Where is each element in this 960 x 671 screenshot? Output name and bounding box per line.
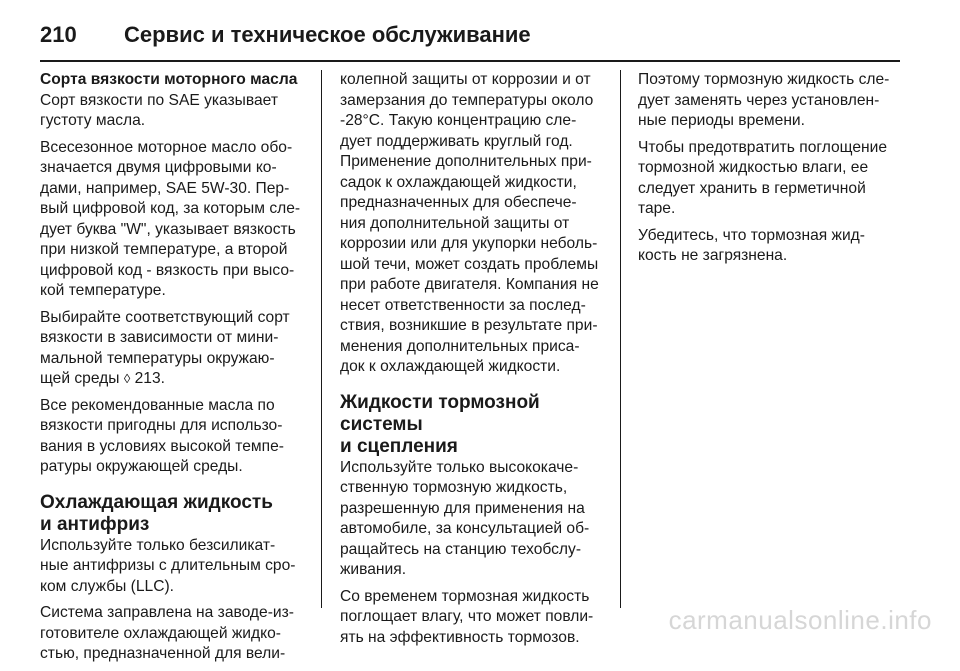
text-line: стью, предназначенной для вели- [40, 645, 286, 662]
text-line: ствия, возникшие в результате при- [340, 317, 598, 334]
text-line: вый цифровой код, за которым сле- [40, 200, 301, 217]
paragraph [638, 226, 900, 267]
text-line: вязкости пригодны для использо- [40, 417, 283, 434]
text-line: ять на эффективность тормозов. [340, 628, 580, 646]
text-line: ные антифризы с длительным сро- [40, 557, 296, 574]
text-line: тормозной жидкостью влаги, ее [638, 159, 869, 176]
text-line: ратуры окружающей среды. [40, 458, 243, 475]
text-line: Чтобы предотвратить поглощение [638, 138, 887, 156]
text-line: -28°C. Такую концентрацию сле- [340, 112, 577, 129]
text-line: готовителе охлаждающей жидко- [40, 624, 281, 642]
text-line: дует буква "W", указывает вязкость [40, 220, 296, 238]
text-line: док к охлаждающей жидкости. [340, 358, 561, 375]
paragraph [40, 396, 308, 478]
text-line: автомобиле, за консультацией об- [340, 520, 590, 537]
paragraph [340, 458, 602, 581]
page-reference-link[interactable]: 213. [134, 370, 165, 387]
text-line: Поэтому тормозную жидкость сле- [638, 71, 890, 88]
text-line: колепной защиты от коррозии и от [340, 71, 591, 88]
heading-coolant [40, 492, 308, 536]
text-line: живания. [340, 561, 407, 578]
text-line: следует хранить в герметичной [638, 179, 866, 197]
page-title: Сервис и техническое обслуживание [124, 22, 531, 47]
text-line: Используйте только высококаче- [340, 458, 579, 476]
text-line: ращайтесь на станцию техобслу- [340, 540, 582, 558]
text-line: густоту масла. [40, 112, 146, 129]
text-line: вязкости в зависимости от мини- [40, 329, 279, 346]
watermark: carmanualsonline.info [668, 605, 932, 635]
text-line: предназначенных для обеспече- [340, 194, 577, 211]
paragraph [40, 603, 308, 665]
text-line: разрешенную для применения на [340, 499, 585, 517]
text-line: Выбирайте соответствующий сорт [40, 308, 290, 326]
column-3 [638, 70, 900, 273]
paragraph [40, 308, 308, 390]
text-line: ком службы (LLC). [40, 577, 174, 595]
paragraph [638, 138, 900, 220]
heading-line: и антифриз [40, 513, 150, 535]
text-line: ные периоды времени. [638, 112, 805, 129]
text-line: Сорт вязкости по SAE указывает [40, 91, 278, 109]
page-number: 210 [40, 22, 77, 47]
paragraph [40, 138, 308, 302]
text-line: мальной температуры окружаю- [40, 349, 275, 367]
paragraph [340, 587, 602, 649]
heading-line: Жидкости тормозной системы [340, 391, 540, 435]
text-line: Применение дополнительных при- [340, 153, 592, 170]
text-line: цифровой код - вязкость при высо- [40, 261, 295, 279]
text-line: садок к охлаждающей жидкости, [340, 173, 577, 191]
paragraph [340, 70, 602, 378]
text-line: кой температуре. [40, 282, 166, 299]
page-ref-arrow-icon: ◊ [123, 371, 131, 386]
text-line: таре. [638, 200, 676, 217]
text-line: замерзания до температуры около [340, 91, 594, 109]
paragraph [638, 70, 900, 132]
heading-line: и сцепления [340, 435, 458, 457]
text-line: ния дополнительной защиты от [340, 214, 570, 232]
paragraph [40, 91, 308, 132]
text-line: кость не загрязнена. [638, 247, 788, 264]
column-divider-1 [321, 70, 322, 608]
paragraph [40, 536, 308, 598]
text-line: при работе двигателя. Компания не [340, 276, 599, 293]
text-line: Со временем тормозная жидкость [340, 587, 590, 605]
column-2 [340, 70, 602, 654]
text-line: шой течи, может создать проблемы [340, 255, 599, 273]
text-line: поглощает влагу, что может повли- [340, 608, 594, 625]
heading-brake-fluid [340, 392, 602, 458]
text-line: щей среды [40, 370, 120, 387]
text-line: Система заправлена на заводе-из- [40, 604, 294, 621]
text-line: значается двумя цифровыми ко- [40, 159, 277, 176]
text-line: несет ответственности за послед- [340, 296, 586, 314]
header-divider [40, 60, 900, 62]
text-line: Используйте только безсиликат- [40, 536, 276, 554]
text-line: Убедитесь, что тормозная жид- [638, 226, 865, 244]
text-line: ственную тормозную жидкость, [340, 479, 568, 496]
column-1 [40, 70, 308, 671]
text-line: Всесезонное моторное масло обо- [40, 138, 293, 156]
heading-oil-viscosity: Сорта вязкости моторного масла [40, 71, 298, 88]
text-line: коррозии или для укупорки неболь- [340, 235, 598, 252]
page-header [40, 12, 920, 58]
text-line: менения дополнительных приса- [340, 337, 580, 355]
text-line: Все рекомендованные масла по [40, 396, 275, 414]
text-line: при низкой температуре, а второй [40, 241, 288, 258]
text-line: вания в условиях высокой темпе- [40, 437, 284, 455]
text-line: дует заменять через установлен- [638, 91, 880, 109]
text-line: дами, например, SAE 5W-30. Пер- [40, 179, 290, 197]
text-line: дует поддерживать круглый год. [340, 132, 573, 150]
column-divider-2 [620, 70, 621, 608]
heading-line: Охлаждающая жидкость [40, 491, 273, 513]
